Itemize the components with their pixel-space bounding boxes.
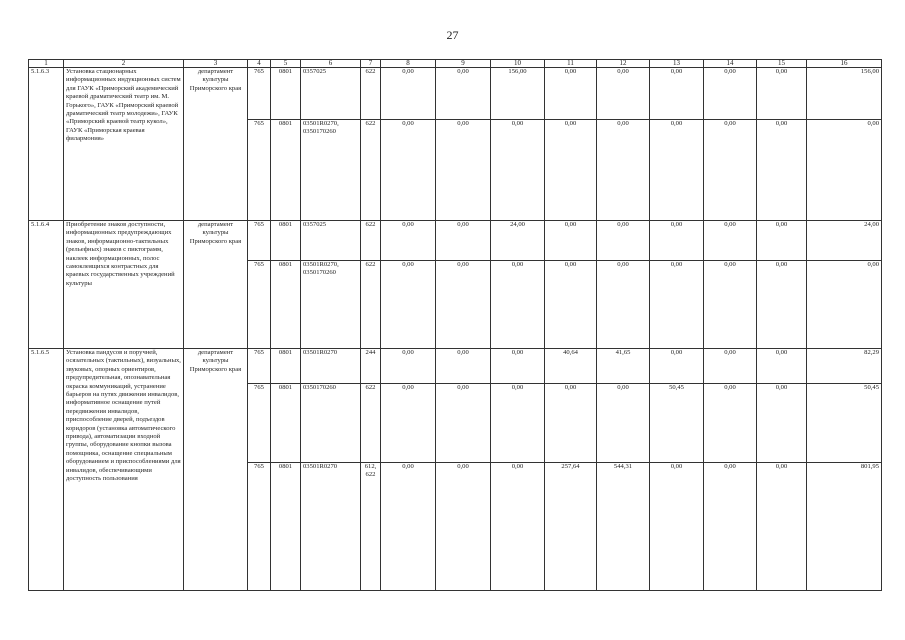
value-cell: 0,00 xyxy=(436,68,491,120)
column-header: 4 xyxy=(248,60,271,68)
grbs-cell: 765 xyxy=(248,349,271,384)
value-cell: 0,00 xyxy=(491,463,545,591)
total-cell: 156,00 xyxy=(807,68,882,120)
value-cell: 0,00 xyxy=(597,261,650,349)
item-department: департамент культуры Приморского края xyxy=(184,221,248,349)
vr-cell: 622 xyxy=(361,221,381,261)
value-cell: 0,00 xyxy=(650,120,704,221)
value-cell: 0,00 xyxy=(757,68,807,120)
vr-cell: 244 xyxy=(361,349,381,384)
table-row xyxy=(29,221,882,261)
grbs-cell: 765 xyxy=(248,463,271,591)
value-cell: 0,00 xyxy=(436,463,491,591)
total-cell: 50,45 xyxy=(807,384,882,463)
value-cell: 544,31 xyxy=(597,463,650,591)
value-cell: 0,00 xyxy=(381,384,436,463)
csr-cell: 03501R0270 xyxy=(301,349,361,384)
value-cell: 0,00 xyxy=(704,463,757,591)
rzpr-cell: 0801 xyxy=(271,349,301,384)
grbs-cell: 765 xyxy=(248,221,271,261)
value-cell: 0,00 xyxy=(545,261,597,349)
value-cell: 41,65 xyxy=(597,349,650,384)
column-header: 12 xyxy=(597,60,650,68)
value-cell: 0,00 xyxy=(436,261,491,349)
vr-cell: 622 xyxy=(361,261,381,349)
column-number-row xyxy=(29,60,882,68)
column-header: 14 xyxy=(704,60,757,68)
value-cell: 0,00 xyxy=(545,68,597,120)
column-header: 6 xyxy=(301,60,361,68)
value-cell: 0,00 xyxy=(757,221,807,261)
value-cell: 0,00 xyxy=(545,120,597,221)
vr-cell: 612, 622 xyxy=(361,463,381,591)
csr-cell: 0357025 xyxy=(301,68,361,120)
value-cell: 24,00 xyxy=(491,221,545,261)
budget-table xyxy=(28,59,882,591)
rzpr-cell: 0801 xyxy=(271,261,301,349)
column-header: 7 xyxy=(361,60,381,68)
value-cell: 0,00 xyxy=(597,68,650,120)
item-description: Установка стационарных информационных индукционных систем для ГАУК «Приморский академический краевой драматический театр им. М. Горького», ГАУК «Приморский краевой драматический театр молодежи», ГАУК «Приморский краевой театр кукол», ГАУК «Приморская краевая филармония» xyxy=(64,68,184,221)
value-cell: 0,00 xyxy=(381,68,436,120)
value-cell: 0,00 xyxy=(757,120,807,221)
value-cell: 0,00 xyxy=(757,463,807,591)
value-cell: 0,00 xyxy=(704,384,757,463)
value-cell: 156,00 xyxy=(491,68,545,120)
value-cell: 0,00 xyxy=(436,384,491,463)
value-cell: 0,00 xyxy=(381,463,436,591)
csr-cell: 03501R0270, 0350170260 xyxy=(301,261,361,349)
column-header: 9 xyxy=(436,60,491,68)
total-cell: 24,00 xyxy=(807,221,882,261)
value-cell: 40,64 xyxy=(545,349,597,384)
value-cell: 0,00 xyxy=(650,349,704,384)
value-cell: 0,00 xyxy=(704,68,757,120)
value-cell: 0,00 xyxy=(704,120,757,221)
rzpr-cell: 0801 xyxy=(271,384,301,463)
value-cell: 0,00 xyxy=(381,221,436,261)
value-cell: 0,00 xyxy=(381,261,436,349)
item-department: департамент культуры Приморского края xyxy=(184,349,248,591)
total-cell: 0,00 xyxy=(807,120,882,221)
value-cell: 0,00 xyxy=(704,261,757,349)
column-header: 2 xyxy=(64,60,184,68)
value-cell: 0,00 xyxy=(650,221,704,261)
vr-cell: 622 xyxy=(361,120,381,221)
grbs-cell: 765 xyxy=(248,68,271,120)
grbs-cell: 765 xyxy=(248,384,271,463)
column-header: 10 xyxy=(491,60,545,68)
value-cell: 0,00 xyxy=(757,261,807,349)
total-cell: 82,29 xyxy=(807,349,882,384)
column-header: 5 xyxy=(271,60,301,68)
value-cell: 0,00 xyxy=(545,384,597,463)
csr-cell: 0357025 xyxy=(301,221,361,261)
item-code: 5.1.6.5 xyxy=(29,349,64,591)
value-cell: 257,64 xyxy=(545,463,597,591)
value-cell: 0,00 xyxy=(436,221,491,261)
rzpr-cell: 0801 xyxy=(271,221,301,261)
value-cell: 0,00 xyxy=(650,261,704,349)
value-cell: 0,00 xyxy=(491,261,545,349)
table-row xyxy=(29,349,882,384)
value-cell: 0,00 xyxy=(436,349,491,384)
total-cell: 801,95 xyxy=(807,463,882,591)
vr-cell: 622 xyxy=(361,68,381,120)
csr-cell: 0350170260 xyxy=(301,384,361,463)
value-cell: 0,00 xyxy=(597,384,650,463)
value-cell: 0,00 xyxy=(491,349,545,384)
column-header: 3 xyxy=(184,60,248,68)
column-header: 16 xyxy=(807,60,882,68)
item-description: Установка пандусов и поручней, осязательных (тактильных), визуальных, звуковых, опорных ориентиров, предупредительная, опознавательная окраска коммуникаций, устранение барьеров на путях движения инвалидов, информативное оснащение путей передвижения инвалидов, приспособление дверей, подъездов коридоров (установка автоматического привода), автоматизации входной группы, оборудование кнопки вызова помощника, оснащение специальным оборудованием и приспособлениями для инвалидов, обеспечивающими доступность пользования xyxy=(64,349,184,591)
rzpr-cell: 0801 xyxy=(271,68,301,120)
value-cell: 0,00 xyxy=(597,120,650,221)
value-cell: 0,00 xyxy=(491,384,545,463)
grbs-cell: 765 xyxy=(248,261,271,349)
column-header: 8 xyxy=(381,60,436,68)
value-cell: 0,00 xyxy=(704,221,757,261)
vr-cell: 622 xyxy=(361,384,381,463)
column-header: 15 xyxy=(757,60,807,68)
item-department: департамент культуры Приморского края xyxy=(184,68,248,221)
csr-cell: 03501R0270, 0350170260 xyxy=(301,120,361,221)
csr-cell: 03501R0270 xyxy=(301,463,361,591)
value-cell: 0,00 xyxy=(381,120,436,221)
rzpr-cell: 0801 xyxy=(271,120,301,221)
value-cell: 0,00 xyxy=(757,349,807,384)
rzpr-cell: 0801 xyxy=(271,463,301,591)
column-header: 11 xyxy=(545,60,597,68)
value-cell: 0,00 xyxy=(381,349,436,384)
item-code: 5.1.6.3 xyxy=(29,68,64,221)
value-cell: 0,00 xyxy=(491,120,545,221)
column-header: 1 xyxy=(29,60,64,68)
value-cell: 0,00 xyxy=(597,221,650,261)
value-cell: 0,00 xyxy=(650,463,704,591)
value-cell: 0,00 xyxy=(757,384,807,463)
value-cell: 0,00 xyxy=(436,120,491,221)
item-description: Приобретение знаков доступности, информационных предупреждающих знаков, информационно-тактильных (рельефных) знаков с пиктограмм, наклеек информационных, полос самоклеящихся контрастных для краевых государственных учреждений культуры xyxy=(64,221,184,349)
value-cell: 0,00 xyxy=(650,68,704,120)
page-number: 27 xyxy=(446,28,459,42)
value-cell: 0,00 xyxy=(704,349,757,384)
value-cell: 50,45 xyxy=(650,384,704,463)
table-row xyxy=(29,68,882,120)
total-cell: 0,00 xyxy=(807,261,882,349)
item-code: 5.1.6.4 xyxy=(29,221,64,349)
grbs-cell: 765 xyxy=(248,120,271,221)
value-cell: 0,00 xyxy=(545,221,597,261)
column-header: 13 xyxy=(650,60,704,68)
